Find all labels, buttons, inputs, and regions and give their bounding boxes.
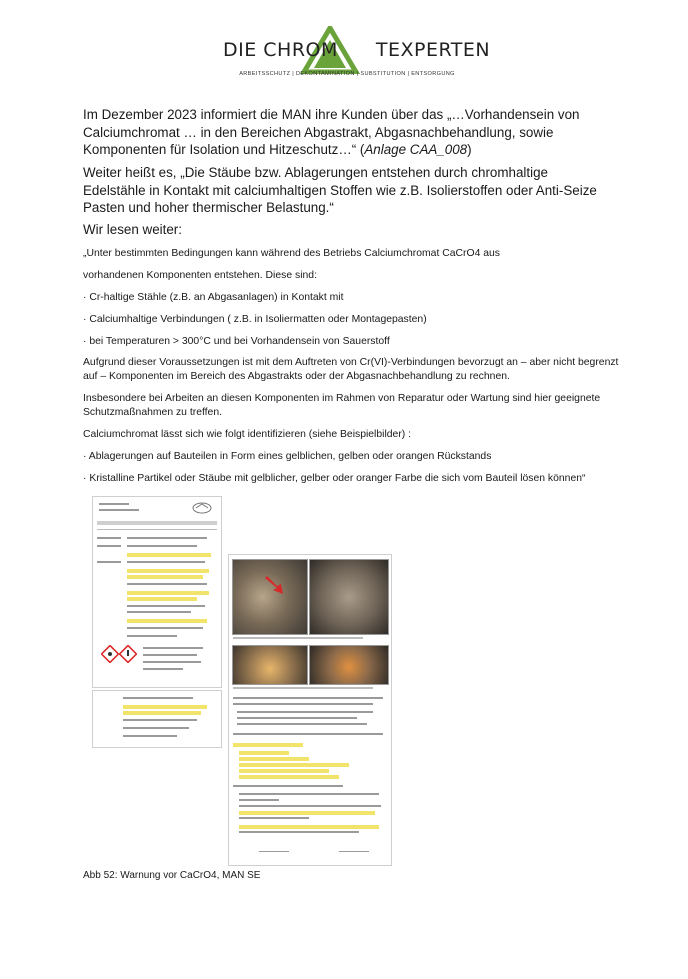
man-logo-icon (191, 501, 213, 515)
quote-line-2: vorhandenen Komponenten entstehen. Diese sind: (83, 270, 317, 281)
logo-wordmark (223, 39, 491, 61)
photo-pipe-flange (309, 645, 389, 685)
right-document-scan (228, 554, 392, 866)
intro-paragraph (83, 106, 613, 159)
read-on-heading: Wir lesen weiter: (83, 222, 182, 237)
quote-paragraph-2: Insbesondere bei Arbeiten an diesen Komponenten im Rahmen von Reparatur oder Wartung sind hier geeignete Schutzmaßnahmen zu treffen. (83, 393, 601, 418)
intro-text-end: ) (467, 142, 472, 157)
quote-bullet-4: · Ablagerungen auf Bauteilen in Form eines gelblichen, gelben oder orangen Rückstands (83, 451, 492, 462)
figure-caption: Abb 52: Warnung vor CaCrO4, MAN SE (83, 870, 261, 881)
hazard-pictogram-icon (101, 645, 119, 663)
intro-text: Im Dezember 2023 informiert die MAN ihre Kunden über das „…Vorhandensein von Calciumchromat … in den Bereichen Abgastrakt, Abgasnachbehandlung, sowie Komponenten für Isolation und Hitzeschutz…“ ( (83, 107, 580, 157)
left-document-scan-2 (92, 690, 222, 748)
annex-reference: Anlage CAA_008 (364, 142, 468, 157)
document-scan-figure (92, 496, 392, 866)
quote-paragraph-3: Calciumchromat lässt sich wie folgt identifizieren (siehe Beispielbilder) : (83, 429, 412, 440)
quote-bullet-2: · Calciumhaltige Verbindungen ( z.B. in Isoliermatten oder Montagepasten) (83, 314, 427, 325)
quote-bullet-3: · bei Temperaturen > 300°C und bei Vorhandensein von Sauerstoff (83, 336, 390, 347)
red-arrow-icon (263, 574, 289, 596)
photo-insulation-mat (309, 559, 389, 635)
quote-line-1: „Unter bestimmten Bedingungen kann während des Betriebs Calciumchromat CaCrO4 aus (83, 248, 500, 259)
logo-tagline: ARBEITSSCHUTZ | DEKONTAMINATION | SUBSTITUTION | ENTSORGUNG (239, 71, 455, 77)
photo-weld-seam (232, 645, 308, 685)
photo-exhaust-manifold (232, 559, 308, 635)
quote-paragraph-1: Aufgrund dieser Voraussetzungen ist mit dem Auftreten von Cr(VI)-Verbindungen bevorzugt an – aber nicht begrenzt auf – Komponenten im Bereich des Abgastrakts oder der Abgasnachbehandlung zu rechnen. (83, 357, 619, 382)
quote-bullet-1: · Cr-haltige Stähle (z.B. an Abgasanlagen) in Kontakt mit (83, 292, 344, 303)
company-logo (0, 14, 688, 77)
logo-wordmark-part2: TEXPERTEN (375, 39, 491, 61)
quote-bullet-5: · Kristalline Partikel oder Stäube mit gelblicher, gelber oder oranger Farbe die sich vom Bauteil lösen können“ (83, 473, 586, 484)
quote-paragraph: Weiter heißt es, „Die Stäube bzw. Ablagerungen entstehen durch chromhaltige Edelstähle in Kontakt mit calciumhaltigen Stoffen wie z.B. Isolierstoffen oder Anti-Seize Pasten und hoher thermischer Belastung.“ (83, 165, 597, 215)
left-document-scan (92, 496, 222, 688)
logo-wordmark-part1: DIE CHROM (223, 39, 338, 61)
health-hazard-pictogram-icon (119, 645, 137, 663)
